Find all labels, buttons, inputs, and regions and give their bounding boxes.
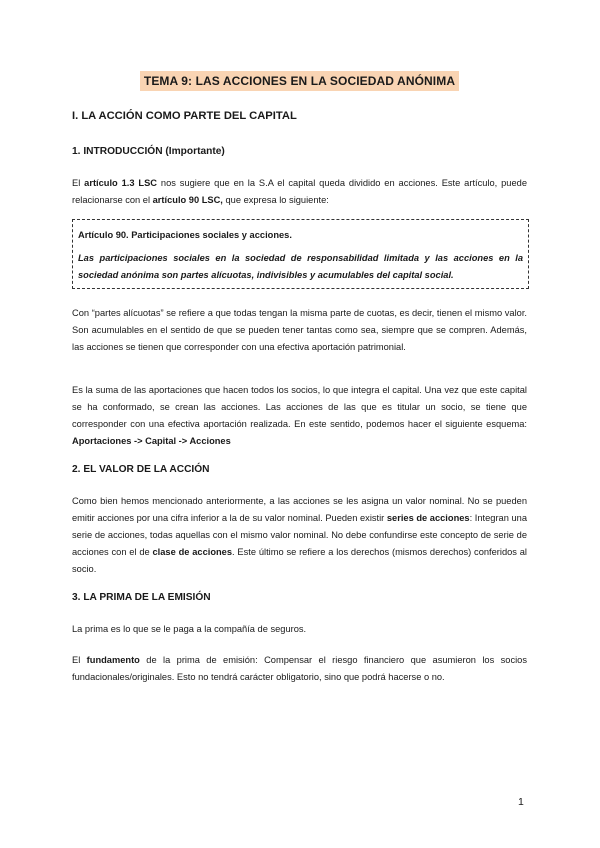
intro-text-2: nos sugiere que en la S.A el capital queda dividido en acciones. Este artículo, puede relacionarse con el	[72, 178, 527, 205]
suma-bold-esquema: Aportaciones -> Capital -> Acciones	[72, 436, 231, 446]
subsection-heading-valor-accion: 2. EL VALOR DE LA ACCIÓN	[72, 464, 210, 475]
suma-text: Es la suma de las aportaciones que hacen todos los socios, lo que integra el capital. Una vez que este capital se ha conformado, se crean las acciones. Las acciones de las que es titular un socio, se tiene que corresponder con una efectiva aportación realizada. En este sentido, podemos hacer el siguiente esquema:	[72, 385, 527, 429]
quote-body: Las participaciones sociales en la sociedad de responsabilidad limitada y las acciones en la sociedad anónima son partes alícuotas, indivisibles y acumulables del capital social.	[78, 253, 523, 280]
title-wrapper	[72, 71, 527, 91]
paragraph-suma-aportaciones	[72, 382, 527, 450]
valor-text-3: . Este último se refiere a los derechos (mismos derechos) conferidos al socio.	[72, 547, 527, 574]
paragraph-valor-nominal	[72, 493, 527, 578]
paragraph-fundamento	[72, 652, 527, 686]
paragraph-prima: La prima es lo que se le paga a la compañía de seguros.	[72, 624, 307, 634]
valor-text-1: Como bien hemos mencionado anteriormente, a las acciones se les asigna un valor nominal. No se pueden emitir acciones por una cifra inferior a la de su valor nominal. Pueden existir	[72, 496, 527, 523]
section-heading-accion-capital: I. LA ACCIÓN COMO PARTE DEL CAPITAL	[72, 110, 297, 122]
subsection-heading-prima-emision: 3. LA PRIMA DE LA EMISIÓN	[72, 592, 211, 603]
fundamento-text-2: de la prima de emisión: Compensar el riesgo financiero que asumieron los socios fundacionales/originales. Esto no tendrá carácter obligatorio, sino que podrá hacerse o no.	[72, 655, 527, 682]
valor-text-2: : Integran una serie de acciones, todas aquellas con el mismo valor nominal. No debe confundirse este concepto de serie de acciones con el de	[72, 513, 527, 557]
fundamento-text-1: El	[72, 655, 87, 665]
valor-bold-series: series de acciones	[386, 513, 470, 523]
subsection-heading-introduccion: 1. INTRODUCCIÓN (Importante)	[72, 146, 225, 157]
intro-text-1: El	[72, 178, 85, 188]
document-title: TEMA 9: LAS ACCIONES EN LA SOCIEDAD ANÓNIMA	[140, 71, 459, 91]
fundamento-bold: fundamento	[86, 655, 140, 665]
quote-title: Artículo 90. Participaciones sociales y acciones.	[78, 230, 292, 240]
intro-text-3: que expresa lo siguiente:	[222, 195, 329, 205]
paragraph-partes-alicuotas: Con “partes alícuotas” se refiere a que todas tengan la misma parte de cuotas, es decir, tienen el mismo valor. Son acumulables en el sentido de que se pueden tener tantas como sea, siempre que se compren. Además, las acciones se tienen que corresponder con una efectiva aportación patrimonial.	[72, 308, 527, 352]
article-90-quote-box	[72, 219, 529, 289]
valor-bold-clase: clase de acciones	[152, 547, 233, 557]
intro-bold-articulo-1-3: artículo 1.3 LSC	[84, 178, 158, 188]
paragraph-intro	[72, 175, 527, 209]
page-number: 1	[518, 796, 524, 808]
intro-bold-articulo-90: artículo 90 LSC,	[152, 195, 223, 205]
